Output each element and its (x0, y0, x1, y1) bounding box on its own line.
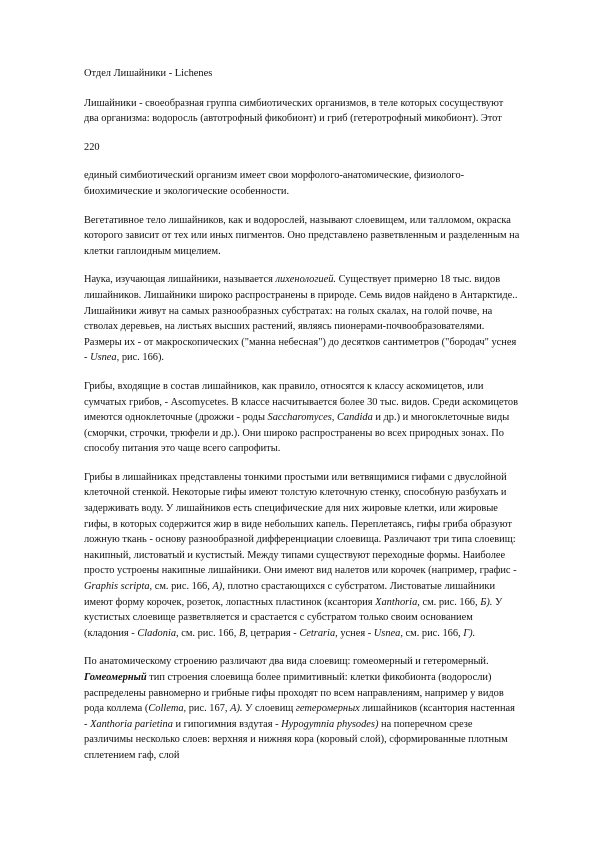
term-homeomerous: Гомеомерный (84, 672, 147, 683)
paragraph-lichenology: Наука, изучающая лишайники, называется лихенологией. Существует примерно 18 тыс. видов лишайников. Лишайники широко распространены в природе. Семь видов найдено в Антарктиде.. Лишайники живут на самых разнообразных субстратах: на голых скалах, на голой почве, на стволах деревьев, на листьях высших растений, являясь пионерами-почвообразователями. Размеры их - от макроскопических ("манна небесная") до десятков сантиметров ("бородач" уснея - Usnea, рис. 166). (84, 274, 518, 364)
section-title: Отдел Лишайники - Lichenes (84, 68, 213, 79)
term-heteromerous: гетеромерных (295, 703, 360, 715)
paragraph-anatomy: По анатомическому строению различают два вида слоевищ: гомеомерный и гетеромерный. Гомеомерный тип строения слоевища более примитивный: клетки фикобионта (водоросли) распределены равномерно и грибные гифы проходят по всем направлениям, например у видов рода коллема (Collema, рис. 167, А). У слоевищ гетеромерных лишайников (ксантория настенная - Xanthoria parietina и гипогимния вздутая - Hypogymnia physodes) на поперечном срезе различимы несколько слоев: верхняя и нижняя кора (коровый слой), сформированные плотным сплетением гаф, слой (84, 656, 515, 761)
paragraph-intro-continued: единый симбиотический организм имеет свои морфолого-анатомические, физиолого-биохимические и экологические особенности. (84, 170, 465, 197)
paragraph-hyphae: Грибы в лишайниках представлены тонкими простыми или ветвящимися гифами с двуслойной клеточной стенкой. Некоторые гифы имеют толстую клеточную стенку, способную разбухать и задерживать воду. У лишайников есть специфические для них жировые клетки, или жировые гифы, в которых содержится жир в виде небольших капель. Переплетаясь, гифы гриба образуют ложную ткань - основу разнообразной дифференциации слоевища. Различают три типа слоевищ: накипный, листоватый и кустистый. Между типами существуют переходные формы. Наиболее просто устроены накипные лишайники. Они имеют вид налетов или корочек (например, графис - Graphis scripta, см. рис. 166, А), плотно срастающихся с субстратом. Листоватые лишайники имеют форму корочек, розеток, лопастных пластинок (ксантория Xanthoria, см. рис. 166, Б). У кустистых слоевище разветвляется и срастается с субстратом только своим основанием (кладония - Cladonia, см. рис. 166, В, цетрария - Cetraria, уснея - Usnea, см. рис. 166, Г). (84, 471, 517, 639)
paragraph-fungi: Грибы, входящие в состав лишайников, как правило, относятся к классу аскомицетов, или сумчатых грибов, - Ascomycetes. В классе насчитывается более 30 тыс. видов. Среди аскомицетов имеются одноклеточные (дрожжи - роды Saccharomyces, Candida и др.) и многоклеточные виды (сморчки, строчки, трюфели и др.). Они широко распространены во всех природных зонах. По способу питания это чаще всего сапрофиты. (84, 380, 519, 455)
page-number: 220 (84, 141, 100, 153)
document-page (84, 66, 520, 777)
paragraph-thallus: Вегетативное тело лишайников, как и водорослей, называют слоевищем, или талломом, окраска которого зависит от тех или иных пигментов. Оно представлено разветвленным и разделенным на клетки гаплоидным мицелием. (84, 214, 520, 257)
term-lichenology: лихенологией. (275, 274, 337, 286)
paragraph-intro: Лишайники - своеобразная группа симбиотических организмов, в теле которых сосуществуют два организма: водоросль (автотрофный фикобионт) и гриб (гетеротрофный микобионт). Этот (84, 97, 504, 125)
